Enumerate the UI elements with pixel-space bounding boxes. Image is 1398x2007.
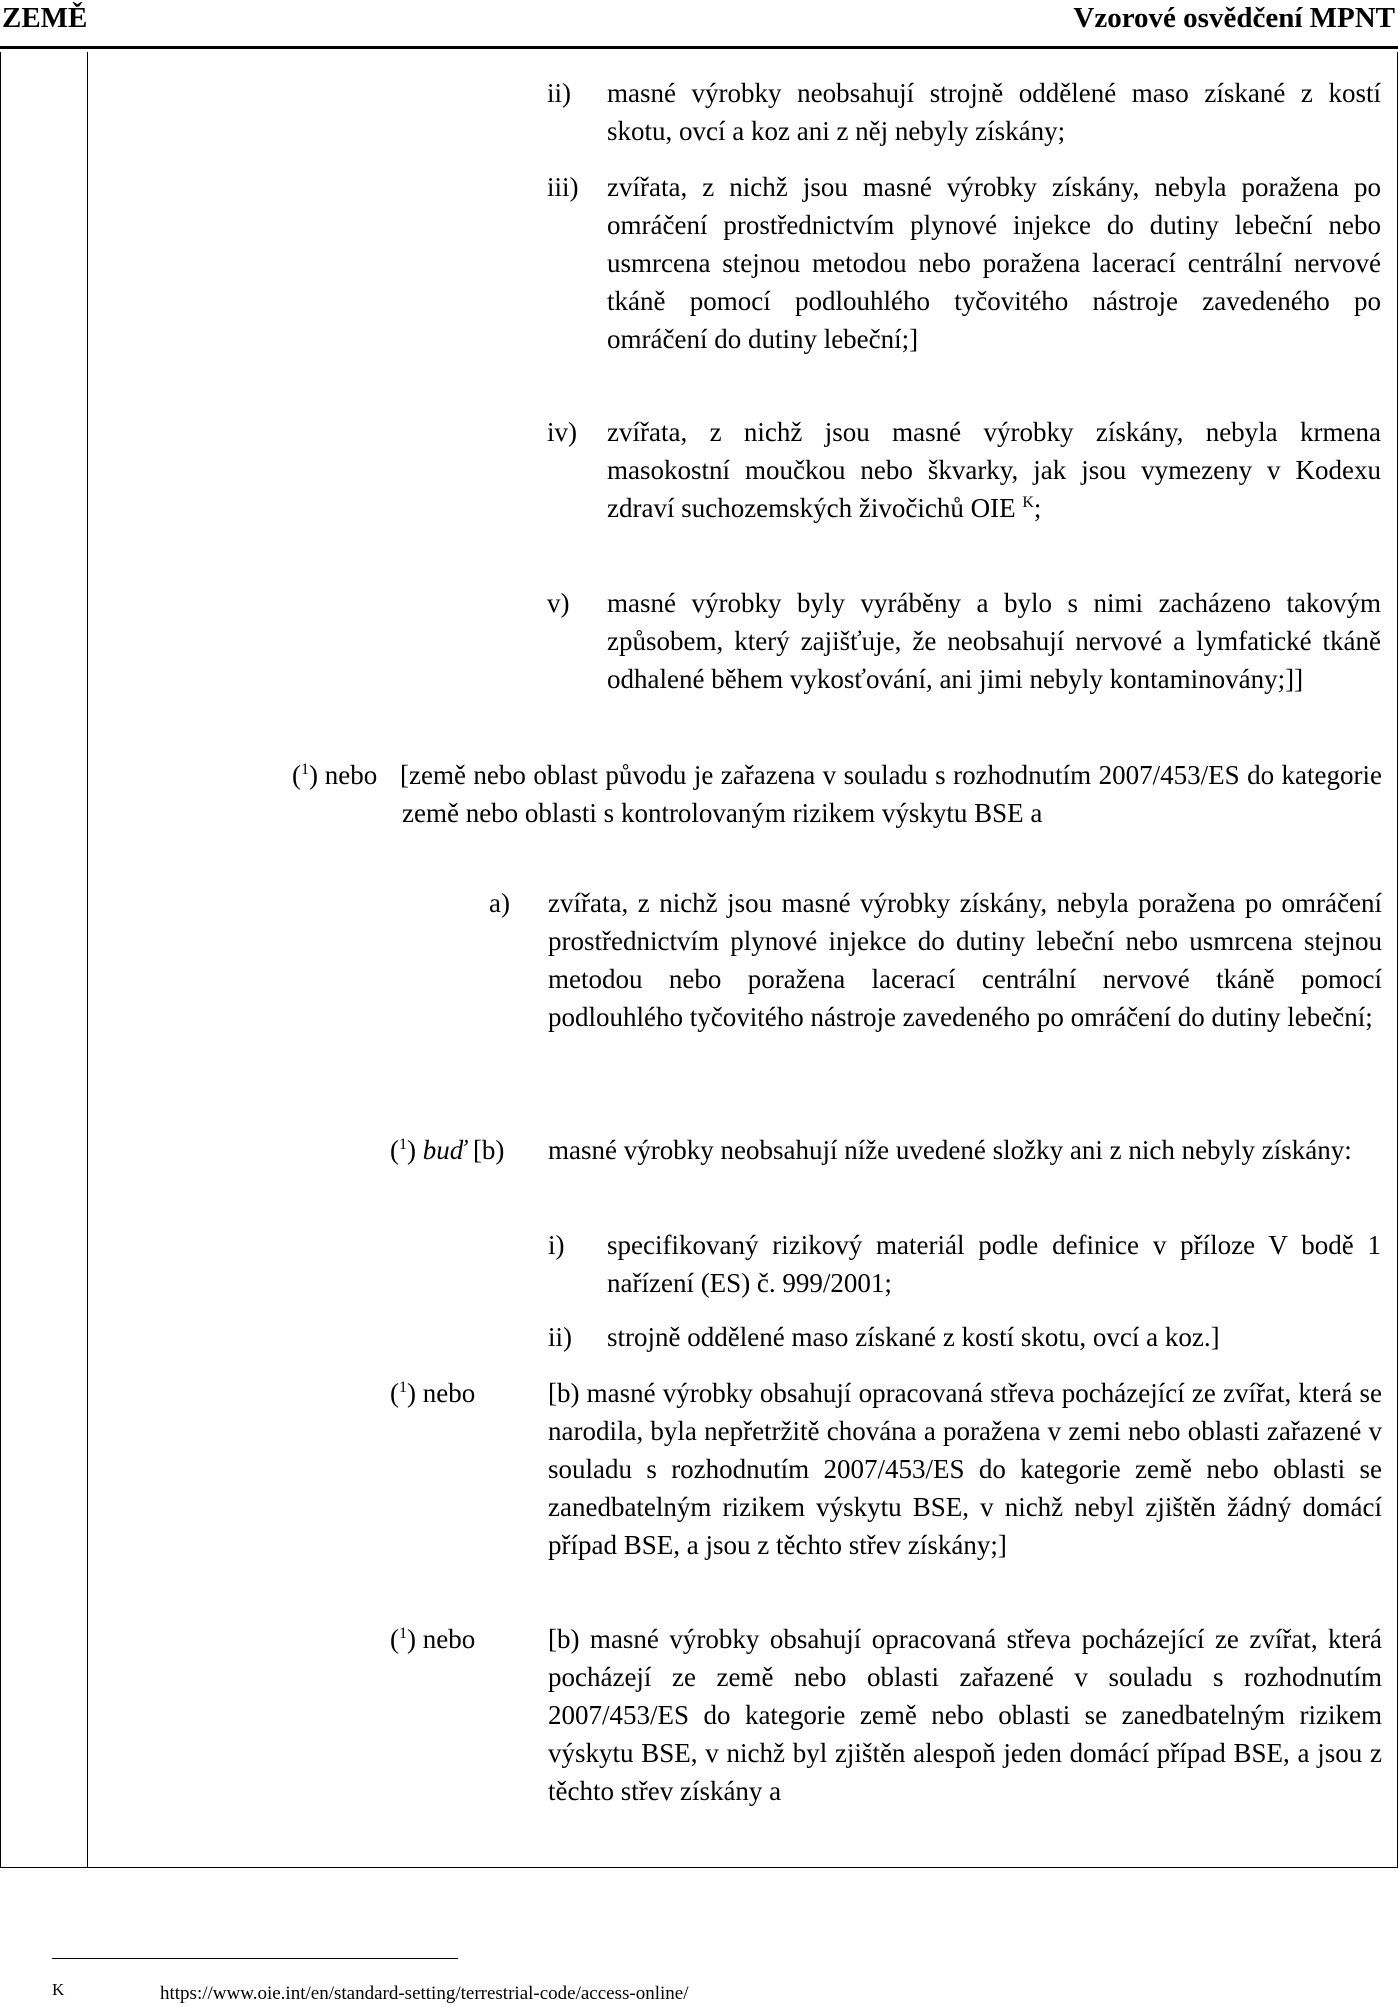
footnote-ref-1: 1 [301,761,309,778]
bud-label: buď [422,1135,467,1165]
paren-open: ( [390,1624,399,1654]
table-column-divider [87,52,88,1867]
paren-open: ( [390,1135,399,1165]
item-marker-a: a) [489,888,510,918]
list-item-iv-text: zvířata, z nichž jsou masné výrobky získány, nebyla krmena masokostní moučkou nebo škvarky, jak jsou vymezeny v Kodexu zdraví suchozemských živočichů OIE [607,417,1381,523]
list-marker-v: v) [547,588,570,618]
list-item-ii: masné výrobky neobsahují strojně oddělené maso získané z kostí skotu, ovcí a koz ani z něj nebyly získány; [607,78,1381,146]
list-item-v: masné výrobky byly vyráběny a bylo s nimi zacházeno takovým způsobem, který zajišťuje, že neobsahují nervové a lymfatické tkáně odhalené během vykosťování, ani jimi nebyly kontaminovány;]] [607,588,1381,694]
clause-bse-category: [země nebo oblast původu je zařazena v souladu s rozhodnutím 2007/453/ES do kategorie země nebo oblasti s kontrolovaným rizikem výskytu BSE a [400,760,1382,828]
footnote-separator [52,1958,458,1959]
paren-close: ) [407,1135,416,1165]
header-country: ZEMĚ [2,2,88,34]
header-certificate-title: Vzorové osvědčení MPNT [1073,2,1395,34]
paren-close-nebo: ) nebo [407,1624,476,1654]
item-b1-footnote-label [390,1131,504,1169]
item-marker-b: [b) [472,1135,505,1165]
list-marker-iii: iii) [547,172,579,202]
footnote-link[interactable]: https://www.oie.int/en/standard-setting/terrestrial-code/access-online/ [160,1983,689,2004]
paren-close-nebo: ) nebo [309,760,378,790]
header-divider [0,46,1398,49]
sub-marker-ii: ii) [548,1322,572,1352]
item-a: zvířata, z nichž jsou masné výrobky získány, nebyla poražena po omráčení prostřednictvím plynové injekce do dutiny lebeční nebo usmrcena stejnou metodou nebo poražena lacerací centrální nervové tkáně pomocí podlouhlého tyčovitého nástroje zavedeného po omráčení do dutiny lebeční; [548,888,1382,1032]
list-item-iii: zvířata, z nichž jsou masné výrobky získány, nebyla poražena po omráčení prostřednictvím plynové injekce do dutiny lebeční nebo usmrcena stejnou metodou nebo poražena lacerací centrální nervové tkáně pomocí podlouhlého tyčovitého nástroje zavedeného po omráčení do dutiny lebeční;] [607,172,1381,354]
item-b2-footnote-label [390,1374,475,1412]
list-marker-ii: ii) [547,78,571,108]
clause-footnote-label [292,756,377,794]
list-marker-iv: iv) [547,417,577,447]
sub-item-i: specifikovaný rizikový materiál podle definice v příloze V bodě 1 nařízení (ES) č. 999/2001; [607,1230,1381,1298]
item-b1: masné výrobky neobsahují níže uvedené složky ani z nich nebyly získány: [548,1135,1352,1165]
footnote-ref-1: 1 [399,1136,407,1153]
footnote-ref-1: 1 [399,1379,407,1396]
paren-close-nebo: ) nebo [407,1378,476,1408]
page-header [0,0,1398,44]
sub-item-ii: strojně oddělené maso získané z kostí skotu, ovcí a koz.] [607,1322,1220,1352]
item-b3: [b) masné výrobky obsahují opracovaná střeva pocházející ze zvířat, která pocházejí ze země nebo oblasti zařazené v souladu s rozhodnutím 2007/453/ES do kategorie země nebo oblasti se zanedbatelným rizikem výskytu BSE, v nichž byl zjištěn alespoň jeden domácí případ BSE, a jsou z těchto střev získány a [548,1624,1382,1806]
sub-marker-i: i) [548,1230,565,1260]
footnote-mark: K [52,1980,65,1999]
item-b3-footnote-label [390,1620,475,1658]
list-item-iv [607,413,1381,527]
item-b2: [b) masné výrobky obsahují opracovaná střeva pocházející ze zvířat, která se narodila, byla nepřetržitě chována a poražena v zemi nebo oblasti zařazené v souladu s rozhodnutím 2007/453/ES do kategorie země nebo oblasti se zanedbatelným rizikem výskytu BSE, v nichž nebyl zjištěn žádný domácí případ BSE, a jsou z těchto střev získány;] [548,1378,1382,1560]
footnote-ref-1: 1 [399,1625,407,1642]
paren-open: ( [292,760,301,790]
list-item-iv-punct: ; [1033,493,1042,523]
footnote-ref-k: K [1022,494,1034,511]
paren-open: ( [390,1378,399,1408]
